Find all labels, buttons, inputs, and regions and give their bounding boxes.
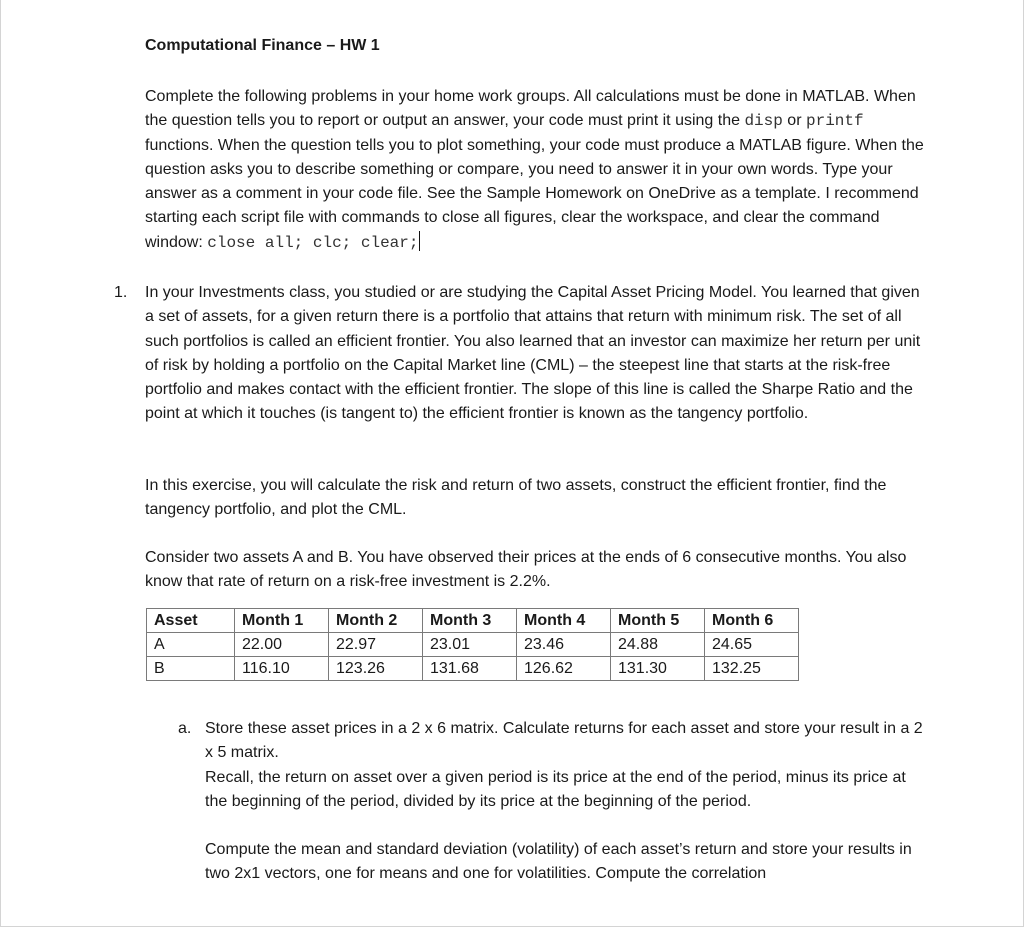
part-a-text-3: Compute the mean and standard deviation (volatility) of each asset’s return and store your results in two 2x1 vectors, one for means and one for volatilities. Compute the correlation — [205, 841, 912, 883]
table-cell: 126.62 — [517, 657, 611, 681]
header-cell: Month 4 — [517, 609, 611, 633]
header-cell: Month 5 — [611, 609, 705, 633]
table-cell: A — [147, 633, 235, 657]
document-title: Computational Finance – HW 1 — [145, 37, 380, 54]
table-row — [147, 633, 799, 657]
header-cell: Month 2 — [329, 609, 423, 633]
header-cell: Month 6 — [705, 609, 799, 633]
table-cell: 123.26 — [329, 657, 423, 681]
table-cell: 131.30 — [611, 657, 705, 681]
question-1-assets-paragraph: Consider two assets A and B. You have observed their prices at the ends of 6 consecutive months. You also know that rate of return on a risk-free investment is 2.2%. — [145, 549, 907, 591]
part-a-block — [205, 717, 925, 814]
code-printf: printf — [805, 112, 864, 131]
question-1-paragraph: In your Investments class, you studied or are studying the Capital Asset Pricing Model. You learned that given a set of assets, for a given return there is a portfolio that attains that return with minimum risk. The set of all such portfolios is called an efficient frontier. You also learned that an investor can maximize her return per unit of risk by holding a portfolio on the Capital Market line (CML) – the steepest line that starts at the risk-free portfolio and makes contact with the efficient frontier. The slope of this line is called the Sharpe Ratio and the point at which it touches (is tangent to) the efficient frontier is known as the tangency portfolio. — [145, 284, 921, 423]
text-cursor — [419, 231, 420, 251]
asset-prices-table — [146, 608, 799, 681]
intro-text-2: or — [782, 112, 806, 130]
code-disp: disp — [744, 112, 783, 131]
question-number: 1. — [114, 284, 128, 301]
code-commands: close all; clc; clear; — [207, 233, 419, 252]
intro-text-3: functions. When the question tells you to plot something, your code must produce a MATLAB figure. When the question asks you to describe something or compare, you need to answer it in your own words. Type your answer as a comment in your code file. See the Sample Homework on OneDrive as a template. I recommend starting each script file with commands to close all figures, clear the workspace, and clear the command window: — [145, 136, 924, 251]
header-cell: Month 3 — [423, 609, 517, 633]
table-cell: B — [147, 657, 235, 681]
part-a-text-2: Recall, the return on asset over a given period is its price at the end of the period, minus its price at the beginning of the period, divided by its price at the beginning of the period. — [205, 768, 906, 810]
table-cell: 22.97 — [329, 633, 423, 657]
table-cell: 23.46 — [517, 633, 611, 657]
part-a-block-2 — [205, 838, 925, 887]
table-cell: 23.01 — [423, 633, 517, 657]
intro-text-1: Complete the following problems in your home work groups. All calculations must be done in MATLAB. When the question tells you to report or output an answer, your code must print it using the — [145, 88, 916, 130]
header-cell: Asset — [147, 609, 235, 633]
header-cell: Month 1 — [235, 609, 329, 633]
part-a-text-1: Store these asset prices in a 2 x 6 matrix. Calculate returns for each asset and store your result in a 2 x 5 matrix. — [205, 720, 923, 762]
table-cell: 22.00 — [235, 633, 329, 657]
table-cell: 132.25 — [705, 657, 799, 681]
intro-paragraph — [145, 85, 935, 255]
table-cell: 24.65 — [705, 633, 799, 657]
table-cell: 131.68 — [423, 657, 517, 681]
table-cell: 24.88 — [611, 633, 705, 657]
table-header-row — [147, 609, 799, 633]
table-cell: 116.10 — [235, 657, 329, 681]
part-a-label: a. — [178, 720, 192, 737]
question-1-exercise-paragraph: In this exercise, you will calculate the risk and return of two assets, construct the efficient frontier, find the tangency portfolio, and plot the CML. — [145, 477, 887, 519]
table-row — [147, 657, 799, 681]
